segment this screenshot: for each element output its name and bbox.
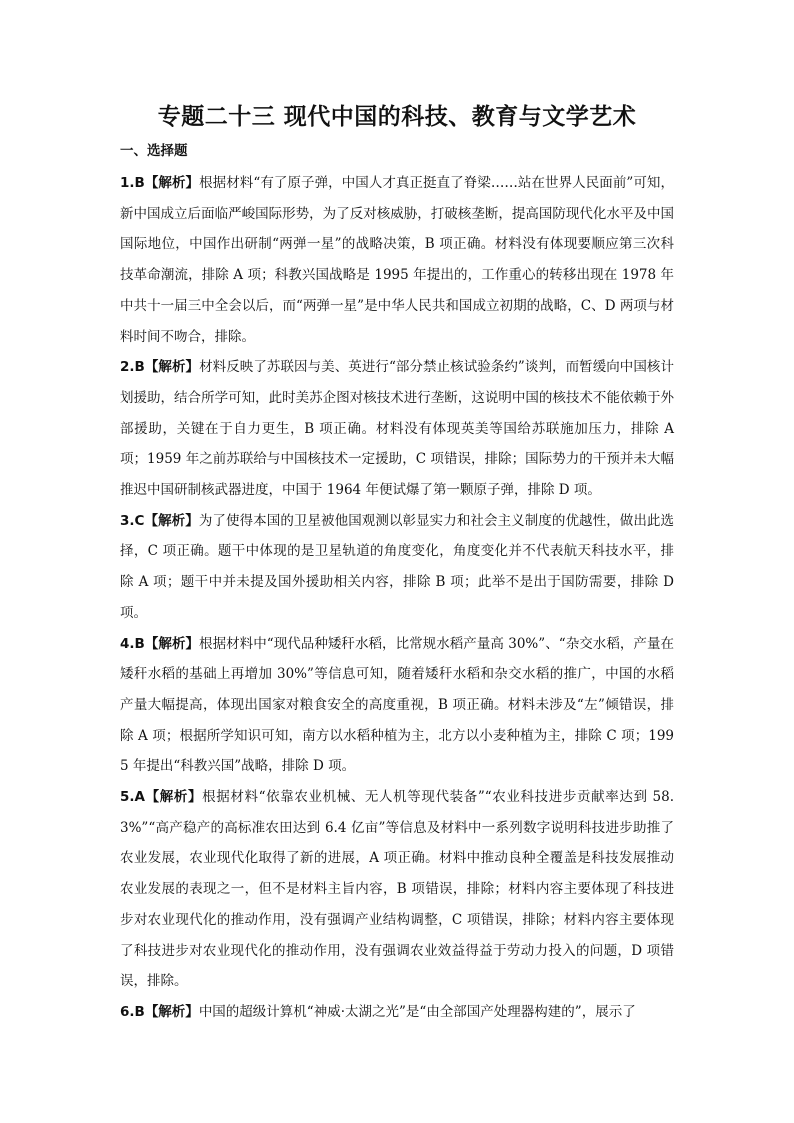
analysis-tag: 【解析】 [144, 635, 200, 652]
analysis-tag: 【解析】 [144, 512, 199, 529]
question-1 [120, 168, 674, 352]
page-title: 专题二十三 现代中国的科技、教育与文学艺术 [157, 104, 637, 130]
analysis-text: 根据材料“依靠农业机械、无人机等现代装备”“农业科技进步贡献率达到 58.3%”“高产稳产的高标准农田达到 6.4 亿亩”等信息及材料中一系列数字说明科技进步助推了农业发展，农业现代化取得了新的进展，A 项正确。材料中推动良种全覆盖是科技发展推动农业发展的表现之一，但不是材料主旨内容，B 项错误，排除；材料内容主要体现了科技进步对农业现代化的推动作用，没有强调产业结构调整，C 项错误，排除；材料内容主要体现了科技进步对农业现代化的推动作用，没有强调农业效益得益于劳动力投入的问题，D 项错误，排除。 [120, 789, 675, 990]
question-5 [120, 782, 674, 997]
question-number: 6.B [120, 1003, 145, 1020]
question-6 [120, 997, 674, 1028]
analysis-tag: 【解析】 [144, 789, 203, 806]
analysis-tag: 【解析】 [144, 175, 200, 191]
question-4 [120, 629, 674, 783]
section-heading: 一、选择题 [120, 143, 188, 159]
analysis-text: 材料反映了苏联因与美、英进行“部分禁止核试验条约”谈判，而暂缓向中国核计划援助，结合所学可知，此时美苏企图对核技术进行垄断，这说明中国的核技术不能依赖于外部援助，关键在于自力更生，B 项正确。材料没有体现英美等国给苏联施加压力，排除 A 项；1959 年之前苏联给与中国核技术一定援助，C 项错误，排除；国际势力的干预并未大幅推迟中国研制核武器进度，中国于 1964 年便试爆了第一颗原子弹，排除 D 项。 [120, 359, 674, 499]
question-number: 4.B [120, 635, 145, 652]
question-number: 3.C [120, 512, 145, 529]
analysis-tag: 【解析】 [144, 359, 200, 376]
analysis-text: 为了使得本国的卫星被他国观测以彰显实力和社会主义制度的优越性，做出此选择，C 项正确。题干中体现的是卫星轨道的角度变化，角度变化并不代表航天科技水平，排除 A 项；题干中并未提及国外援助相关内容，排除 B 项；此举不是出于国防需要，排除 D 项。 [120, 512, 675, 621]
analysis-text: 根据材料中“现代品种矮秆水稻，比常规水稻产量高 30%”、“杂交水稻，产量在矮秆水稻的基础上再增加 30%”等信息可知，随着矮秆水稻和杂交水稻的推广，中国的水稻产量大幅提高，体现出国家对粮食安全的高度重视，B 项正确。材料未涉及“左”倾错误，排除 A 项；根据所学知识可知，南方以水稻种植为主，北方以小麦种植为主，排除 C 项；1995 年提出“科教兴国”战略，排除 D 项。 [120, 635, 674, 775]
question-3 [120, 506, 674, 629]
analysis-text: 根据材料“有了原子弹，中国人才真正挺直了脊梁……站在世界人民面前”可知，新中国成立后面临严峻国际形势，为了反对核威胁，打破核垄断，提高国防现代化水平及中国国际地位，中国作出研制“两弹一星”的战略决策，B 项正确。材料没有体现要顺应第三次科技革命潮流，排除 A 项；科教兴国战略是 1995 年提出的，工作重心的转移出现在 1978 年中共十一届三中全会以后，而“两弹一星”是中华人民共和国成立初期的战略，C、D 两项与材料时间不吻合，排除。 [120, 175, 674, 345]
analysis-tag: 【解析】 [144, 1003, 199, 1020]
analysis-text: 中国的超级计算机“神威·太湖之光”是“由全部国产处理器构建的”，展示了 [198, 1003, 636, 1020]
question-number: 2.B [120, 359, 145, 376]
question-number: 5.A [120, 789, 145, 806]
question-2 [120, 352, 674, 506]
question-number: 1.B [120, 175, 145, 191]
